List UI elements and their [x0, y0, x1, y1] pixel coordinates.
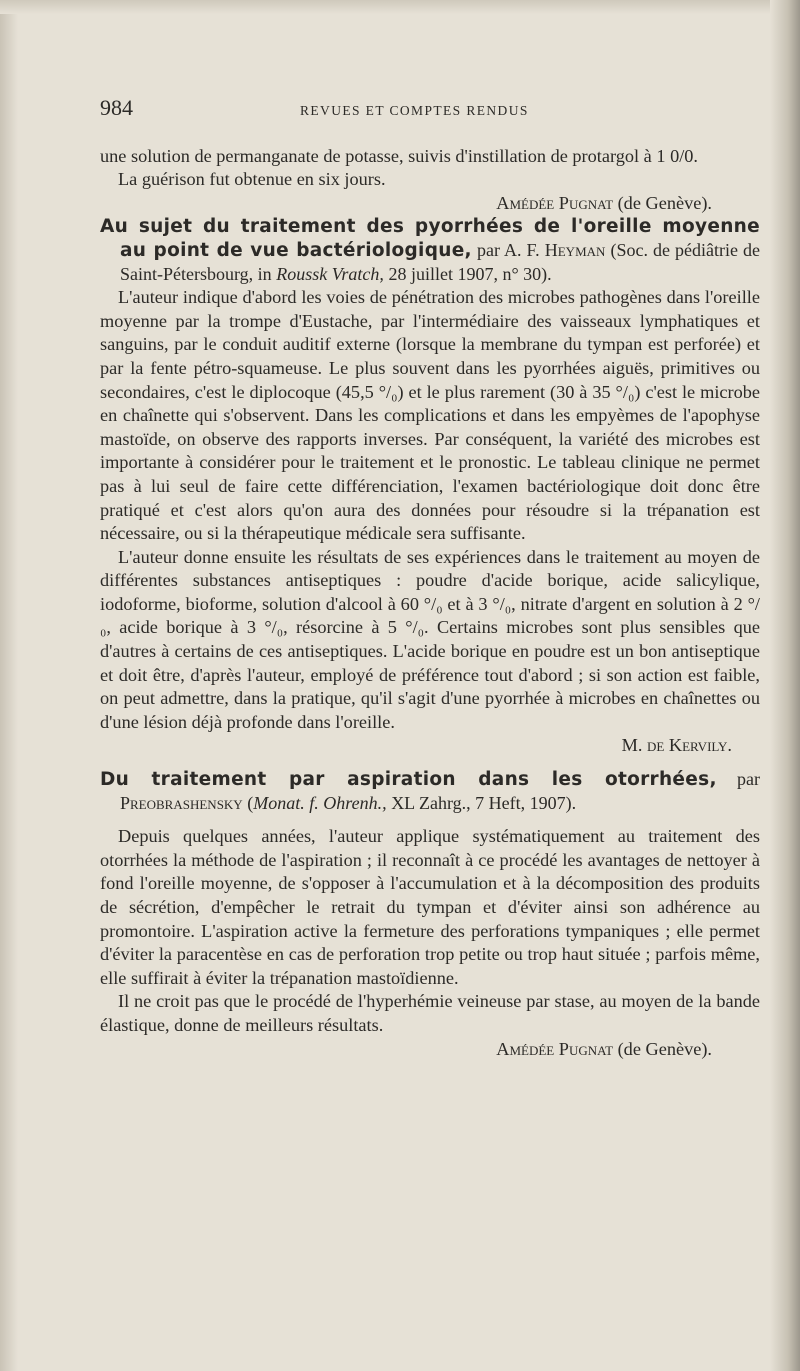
section-gap-2: [100, 815, 760, 825]
article2-signature: [100, 1038, 760, 1062]
article2-paragraph-1: Depuis quelques années, l'auteur applique systématiquement au traitement des otorrhées la méthode de l'aspiration ; il reconnaît à ce procédé les avantages de nettoyer à fond l'oreille moyenne, de s'opposer à l'accumulation et à la décomposition des produits de sécrétion, d'empêcher le retrait du tympan et d'éviter ainsi son adhérence au promontoire. L'aspiration active la fermeture des perforations tympaniques ; elle permet d'éviter la paracentèse en cas de perforation trop petite ou trop haut située ; parfois même, elle suffirait à éviter la trépanation mastoïdienne.: [100, 826, 760, 988]
section-gap: [100, 758, 760, 768]
page-right-edge: [770, 0, 800, 1371]
article1-paragraph-1: L'auteur indique d'abord les voies de pénétration des microbes pathogènes dans l'oreille moyenne par la trompe d'Eustache, par l'intermédiaire des vaisseaux lymphatiques et sanguins, par le conduit auditif externe (lorsque la membrane du tympan est perforée) et par la fente pétro-squameuse. Le plus souvent dans les pyorrhées aiguës, primitives ou secondaires, c'est le diplocoque (45,5 °/₀) et le plus rarement (30 à 35 °/₀) c'est le microbe en chaînette qui s'observent. Dans les complications et dans les empyèmes de l'apophyse mastoïde, on observe des rapports inverses. Par conséquent, la variété des microbes est importante à considérer pour le traitement et le pronostic. Le tableau clinique ne permet pas à lui seul de faire cette différenciation, l'examen bactériologique doit donc être pratiqué et c'est alors qu'on aura des données pour résoudre si la trépanation est nécessaire, ou si la thérapeutique médicale sera suffisante.: [100, 287, 760, 544]
signature-name: Amédée Pugnat: [496, 192, 614, 213]
article1-by: par A. F.: [477, 239, 540, 260]
article1-paragraph-2: L'auteur donne ensuite les résultats de ses expériences dans le traitement au moyen de différentes substances antiseptiques : poudre d'acide borique, acide salicylique, iodoforme, bioforme, solution d'alcool à 60 °/₀ et à 3 °/₀, nitrate d'argent en solution à 2 °/₀, acide borique à 3 °/₀, résorcine à 5 °/₀. Certains microbes sont plus sensibles que d'autres à certains de ces antiseptiques. L'acide borique en poudre est un bon antiseptique et doit être, d'après l'auteur, employé de préférence tout d'abord ; si son action est faible, on peut admettre, dans la pratique, qu'il s'agit d'une pyorrhée à microbes en chaînettes ou d'une lésion déjà profonde dans l'oreille.: [100, 546, 760, 732]
text-column: [100, 96, 760, 1061]
article1-source-pre: (Soc. de pédiâtrie de Saint-Pétersbourg, in: [120, 239, 761, 284]
article2-title: Du traitement par aspiration dans les otorrhées,: [100, 769, 717, 791]
page-header: [100, 96, 760, 123]
signature-place: (de Genève).: [617, 1038, 712, 1059]
article1-journal: Roussk Vratch,: [276, 263, 384, 284]
running-title: REVUES ET COMPTES RENDUS: [300, 103, 529, 118]
signature-name: Amédée Pugnat: [496, 1038, 614, 1059]
signature-place: (de Genève).: [617, 192, 712, 213]
article1-author: Heyman: [544, 239, 606, 260]
article1-source-post: 28 juillet 1907, n° 30).: [388, 263, 552, 284]
page-number: 984: [100, 95, 133, 120]
article2-heading: [100, 768, 760, 815]
article2-author: Preobrashensky: [120, 792, 243, 813]
page-left-edge: [0, 0, 18, 1371]
article1-signature: M. de Kervily.: [621, 735, 732, 756]
article2-source-post: XL Zahrg., 7 Heft, 1907).: [391, 792, 577, 813]
article2-journal: Monat. f. Ohrenh.,: [253, 792, 387, 813]
article1-heading: [100, 215, 760, 286]
article2-by: par: [737, 769, 760, 790]
carryover-line: une solution de permanganate de potasse, suivis d'instillation de protargol à 1 0/0.: [100, 145, 698, 166]
carryover-signature: [100, 192, 760, 216]
carryover-result: La guérison fut obtenue en six jours.: [118, 169, 386, 190]
article2-paragraph-2: Il ne croit pas que le procédé de l'hyperhémie veineuse par stase, au moyen de la bande élastique, donne de meilleurs résultats.: [100, 991, 760, 1035]
article1-title: Au sujet du traitement des pyorrhées de l'oreille moyenne au point de vue bactériologique,: [100, 216, 760, 261]
article2-paren-open: (: [247, 792, 254, 813]
page-top-edge: [0, 0, 800, 14]
